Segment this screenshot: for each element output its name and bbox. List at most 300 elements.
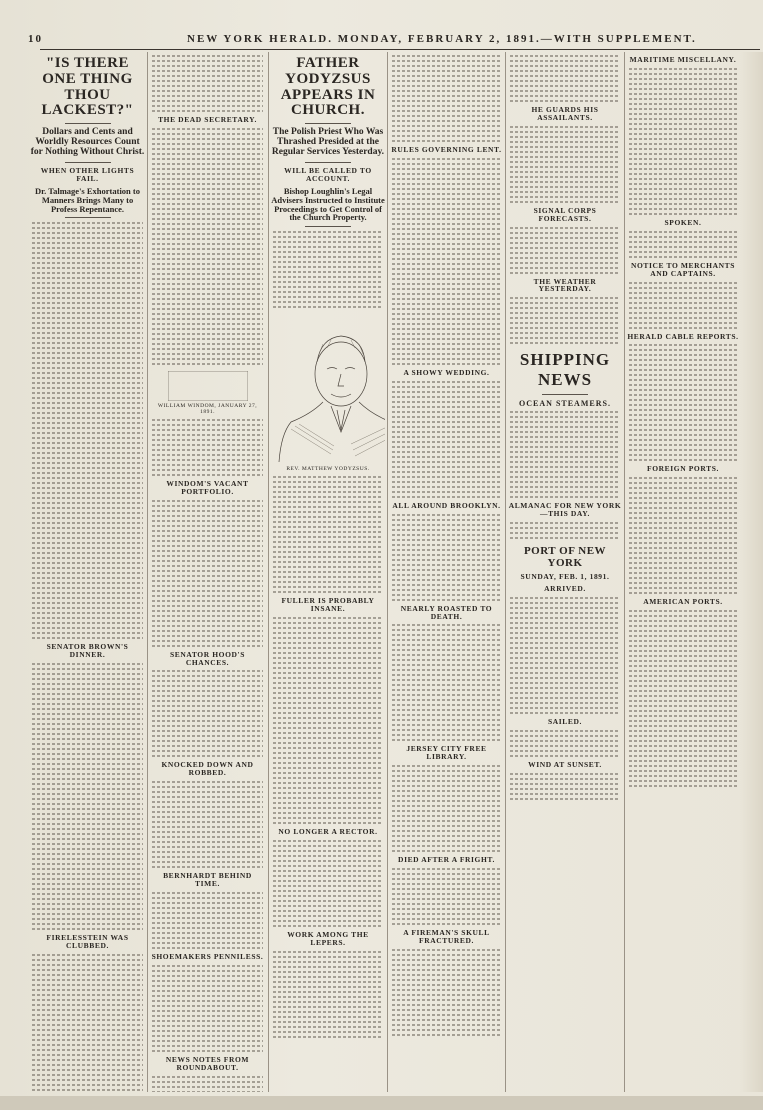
text-line bbox=[32, 547, 143, 549]
text-line bbox=[273, 632, 383, 634]
text-line bbox=[32, 984, 143, 986]
text-line bbox=[32, 994, 143, 996]
text-line bbox=[392, 674, 501, 676]
text-line bbox=[392, 496, 501, 498]
text-line bbox=[32, 858, 143, 860]
text-line bbox=[510, 322, 620, 324]
text-line bbox=[32, 382, 143, 384]
text-line bbox=[629, 389, 737, 391]
text-line bbox=[32, 878, 143, 880]
text-line bbox=[510, 426, 620, 428]
text-line bbox=[392, 248, 501, 250]
text-line bbox=[629, 537, 737, 539]
text-line bbox=[152, 298, 263, 300]
text-line bbox=[629, 542, 737, 544]
text-line bbox=[392, 263, 501, 265]
text-line bbox=[273, 571, 383, 573]
section-heading: SENATOR BROWN'S DINNER. bbox=[46, 642, 129, 660]
text-line bbox=[152, 866, 263, 868]
text-line bbox=[392, 634, 501, 636]
text-line bbox=[392, 481, 501, 483]
text-line bbox=[32, 277, 143, 279]
portrait-caption: WILLIAM WINDOM, JANUARY 27, 1891. bbox=[157, 402, 258, 415]
text-line bbox=[392, 278, 501, 280]
text-line bbox=[273, 817, 383, 819]
text-line bbox=[32, 1079, 143, 1081]
text-line bbox=[32, 272, 143, 274]
text-line bbox=[273, 697, 383, 699]
text-line bbox=[392, 1009, 501, 1011]
text-line bbox=[32, 247, 143, 249]
text-line bbox=[273, 591, 383, 593]
text-line bbox=[392, 135, 501, 137]
deck: The Polish Priest Who Was Thrashed Presided at the Regular Services Yesterday. bbox=[271, 127, 385, 157]
text-line bbox=[392, 594, 501, 596]
text-line bbox=[273, 692, 383, 694]
text-line bbox=[32, 1019, 143, 1021]
text-line bbox=[32, 237, 143, 239]
text-line bbox=[392, 599, 501, 601]
text-line bbox=[392, 815, 501, 817]
text-line bbox=[152, 90, 263, 92]
text-line bbox=[392, 923, 501, 925]
subhead: WHEN OTHER LIGHTS FAIL. bbox=[40, 165, 135, 183]
text-line bbox=[273, 870, 383, 872]
text-line bbox=[392, 519, 501, 521]
text-line bbox=[273, 476, 383, 478]
text-line bbox=[392, 223, 501, 225]
text-line bbox=[392, 898, 501, 900]
text-line bbox=[32, 954, 143, 956]
text-line bbox=[510, 242, 620, 244]
text-line bbox=[152, 228, 263, 230]
arrived-heading: ARRIVED. bbox=[544, 583, 586, 593]
text-line bbox=[392, 348, 501, 350]
text-line bbox=[629, 587, 737, 589]
text-line bbox=[392, 994, 501, 996]
text-line bbox=[152, 902, 263, 904]
text-line bbox=[152, 1020, 263, 1022]
text-line bbox=[152, 525, 263, 527]
text-line bbox=[152, 213, 263, 215]
text-line bbox=[510, 617, 620, 619]
text-line bbox=[510, 712, 620, 714]
text-line bbox=[32, 753, 143, 755]
text-line bbox=[273, 905, 383, 907]
text-line bbox=[32, 1054, 143, 1056]
text-line bbox=[629, 158, 737, 160]
text-line bbox=[629, 547, 737, 549]
text-line bbox=[32, 612, 143, 614]
text-line bbox=[273, 1016, 383, 1018]
text-line bbox=[629, 241, 737, 243]
text-line bbox=[629, 88, 737, 90]
text-line bbox=[32, 1039, 143, 1041]
text-line bbox=[152, 520, 263, 522]
text-line bbox=[152, 1030, 263, 1032]
text-line bbox=[510, 662, 620, 664]
text-line bbox=[273, 306, 383, 308]
text-line bbox=[152, 105, 263, 107]
text-line bbox=[392, 218, 501, 220]
text-line bbox=[273, 672, 383, 674]
text-line bbox=[510, 272, 620, 274]
text-line bbox=[152, 730, 263, 732]
text-line bbox=[629, 557, 737, 559]
text-line bbox=[392, 544, 501, 546]
section-heading: WORK AMONG THE LEPERS. bbox=[287, 929, 369, 947]
text-line bbox=[152, 740, 263, 742]
text-line bbox=[510, 793, 620, 795]
text-line bbox=[32, 928, 143, 930]
text-line bbox=[510, 332, 620, 334]
section-heading: FULLER IS PROBABLY INSANE. bbox=[281, 596, 375, 614]
text-line bbox=[392, 476, 501, 478]
text-line bbox=[32, 567, 143, 569]
text-line bbox=[152, 358, 263, 360]
text-line bbox=[510, 750, 620, 752]
text-line bbox=[273, 531, 383, 533]
text-line bbox=[32, 853, 143, 855]
text-line bbox=[32, 617, 143, 619]
text-line bbox=[629, 507, 737, 509]
text-line bbox=[32, 798, 143, 800]
text-line bbox=[152, 283, 263, 285]
text-line bbox=[392, 446, 501, 448]
text-line bbox=[32, 873, 143, 875]
divider bbox=[305, 123, 351, 124]
text-line bbox=[152, 263, 263, 265]
text-line bbox=[629, 78, 737, 80]
text-line bbox=[152, 965, 263, 967]
text-line bbox=[392, 288, 501, 290]
text-line bbox=[629, 522, 737, 524]
text-line bbox=[629, 188, 737, 190]
text-line bbox=[32, 307, 143, 309]
text-line bbox=[629, 424, 737, 426]
text-line bbox=[392, 90, 501, 92]
text-line bbox=[32, 302, 143, 304]
column-4 bbox=[390, 52, 503, 1092]
text-line bbox=[152, 826, 263, 828]
text-line bbox=[152, 153, 263, 155]
text-line bbox=[392, 569, 501, 571]
text-line bbox=[152, 545, 263, 547]
text-line bbox=[152, 645, 263, 647]
text-line bbox=[510, 302, 620, 304]
text-line bbox=[629, 710, 737, 712]
text-line bbox=[152, 705, 263, 707]
text-line bbox=[32, 693, 143, 695]
text-line bbox=[510, 798, 620, 800]
text-line bbox=[629, 745, 737, 747]
text-line bbox=[152, 540, 263, 542]
text-line bbox=[629, 138, 737, 140]
text-line bbox=[152, 60, 263, 62]
text-line bbox=[392, 534, 501, 536]
text-line bbox=[152, 293, 263, 295]
text-line bbox=[629, 287, 737, 289]
headline: "IS THERE ONE THING THOU LACKEST?" bbox=[41, 55, 134, 119]
text-line bbox=[152, 851, 263, 853]
text-line bbox=[392, 358, 501, 360]
section-heading: AMERICAN PORTS. bbox=[643, 597, 723, 607]
text-line bbox=[152, 550, 263, 552]
text-line bbox=[510, 735, 620, 737]
text-line bbox=[629, 750, 737, 752]
text-line bbox=[392, 679, 501, 681]
text-line bbox=[152, 510, 263, 512]
text-line bbox=[32, 497, 143, 499]
text-line bbox=[273, 291, 383, 293]
text-line bbox=[32, 843, 143, 845]
text-line bbox=[152, 188, 263, 190]
text-line bbox=[273, 1031, 383, 1033]
text-line bbox=[152, 625, 263, 627]
text-line bbox=[510, 788, 620, 790]
port-date: SUNDAY, FEB. 1, 1891. bbox=[520, 572, 610, 581]
text-line bbox=[273, 840, 383, 842]
divider bbox=[305, 162, 351, 163]
text-line bbox=[629, 98, 737, 100]
text-line bbox=[273, 541, 383, 543]
text-line bbox=[273, 256, 383, 258]
text-line bbox=[629, 409, 737, 411]
text-line bbox=[273, 271, 383, 273]
text-line bbox=[392, 770, 501, 772]
text-line bbox=[629, 755, 737, 757]
column-divider bbox=[147, 52, 148, 1092]
text-line bbox=[392, 689, 501, 691]
text-line bbox=[510, 622, 620, 624]
divider bbox=[542, 394, 588, 395]
text-line bbox=[392, 323, 501, 325]
text-line bbox=[392, 208, 501, 210]
text-line bbox=[510, 60, 620, 62]
text-line bbox=[273, 951, 383, 953]
text-line bbox=[273, 782, 383, 784]
text-line bbox=[629, 640, 737, 642]
text-line bbox=[273, 561, 383, 563]
text-line bbox=[32, 417, 143, 419]
text-line bbox=[392, 719, 501, 721]
text-line bbox=[629, 168, 737, 170]
text-line bbox=[392, 431, 501, 433]
text-line bbox=[629, 394, 737, 396]
text-line bbox=[152, 816, 263, 818]
text-line bbox=[629, 399, 737, 401]
section-heading: SENATOR HOOD'S CHANCES. bbox=[169, 649, 245, 667]
text-line bbox=[32, 557, 143, 559]
text-line bbox=[273, 966, 383, 968]
text-line bbox=[32, 989, 143, 991]
text-line bbox=[273, 925, 383, 927]
text-line bbox=[392, 238, 501, 240]
text-line bbox=[510, 141, 620, 143]
text-line bbox=[32, 838, 143, 840]
text-line bbox=[392, 878, 501, 880]
text-line bbox=[32, 517, 143, 519]
text-line bbox=[152, 500, 263, 502]
text-line bbox=[152, 927, 263, 929]
text-line bbox=[510, 740, 620, 742]
page-title: NEW YORK HERALD. MONDAY, FEBRUARY 2, 1891.—WITH SUPPLEMENT. bbox=[187, 33, 697, 45]
text-line bbox=[273, 956, 383, 958]
text-line bbox=[510, 100, 620, 102]
text-line bbox=[273, 576, 383, 578]
text-line bbox=[510, 411, 620, 413]
text-line bbox=[629, 785, 737, 787]
text-line bbox=[629, 675, 737, 677]
text-line bbox=[510, 496, 620, 498]
text-line bbox=[32, 287, 143, 289]
text-line bbox=[510, 181, 620, 183]
text-line bbox=[629, 444, 737, 446]
text-line bbox=[152, 464, 263, 466]
subdeck: Bishop Loughlin's Legal Advisers Instructed to Institute Proceedings to Get Control of the Church Property. bbox=[271, 185, 385, 223]
text-line bbox=[392, 639, 501, 641]
text-line bbox=[32, 723, 143, 725]
text-line bbox=[392, 401, 501, 403]
text-line bbox=[32, 487, 143, 489]
text-line bbox=[629, 183, 737, 185]
text-line bbox=[32, 622, 143, 624]
text-line bbox=[273, 1026, 383, 1028]
text-line bbox=[273, 717, 383, 719]
text-line bbox=[152, 995, 263, 997]
text-line bbox=[32, 607, 143, 609]
text-line bbox=[510, 247, 620, 249]
text-line bbox=[152, 821, 263, 823]
text-line bbox=[392, 213, 501, 215]
text-line bbox=[510, 647, 620, 649]
text-line bbox=[152, 338, 263, 340]
text-line bbox=[392, 293, 501, 295]
text-line bbox=[629, 645, 737, 647]
text-line bbox=[32, 1029, 143, 1031]
text-line bbox=[392, 724, 501, 726]
text-line bbox=[392, 466, 501, 468]
text-line bbox=[629, 577, 737, 579]
text-line bbox=[510, 191, 620, 193]
text-line bbox=[510, 171, 620, 173]
text-line bbox=[273, 915, 383, 917]
page-bottom-edge bbox=[0, 1096, 763, 1110]
text-line bbox=[152, 670, 263, 672]
text-line bbox=[629, 344, 737, 346]
text-line bbox=[32, 728, 143, 730]
text-line bbox=[152, 218, 263, 220]
text-line bbox=[392, 391, 501, 393]
text-line bbox=[510, 196, 620, 198]
text-line bbox=[152, 439, 263, 441]
text-line bbox=[32, 227, 143, 229]
text-line bbox=[273, 712, 383, 714]
text-line bbox=[392, 845, 501, 847]
text-line bbox=[392, 1019, 501, 1021]
text-line bbox=[152, 178, 263, 180]
text-line bbox=[273, 722, 383, 724]
text-line bbox=[629, 780, 737, 782]
text-line bbox=[273, 802, 383, 804]
text-line bbox=[392, 173, 501, 175]
text-line bbox=[629, 429, 737, 431]
text-line bbox=[273, 266, 383, 268]
text-line bbox=[273, 1011, 383, 1013]
text-line bbox=[392, 549, 501, 551]
text-line bbox=[510, 416, 620, 418]
text-line bbox=[152, 947, 263, 949]
text-line bbox=[273, 486, 383, 488]
text-line bbox=[392, 283, 501, 285]
text-line bbox=[510, 161, 620, 163]
text-line bbox=[392, 913, 501, 915]
text-line bbox=[629, 208, 737, 210]
text-line bbox=[510, 597, 620, 599]
text-line bbox=[32, 317, 143, 319]
text-line bbox=[152, 469, 263, 471]
text-line bbox=[273, 875, 383, 877]
text-line bbox=[510, 607, 620, 609]
text-line bbox=[152, 95, 263, 97]
text-line bbox=[273, 231, 383, 233]
text-line bbox=[32, 773, 143, 775]
text-line bbox=[32, 688, 143, 690]
text-line bbox=[32, 683, 143, 685]
text-line bbox=[32, 733, 143, 735]
text-line bbox=[273, 551, 383, 553]
text-line bbox=[152, 459, 263, 461]
text-line bbox=[392, 60, 501, 62]
text-line bbox=[32, 292, 143, 294]
text-line bbox=[32, 492, 143, 494]
section-heading: WINDOM'S VACANT PORTFOLIO. bbox=[166, 478, 249, 496]
text-line bbox=[152, 424, 263, 426]
text-line bbox=[392, 664, 501, 666]
text-line bbox=[392, 830, 501, 832]
text-line bbox=[32, 377, 143, 379]
text-line bbox=[152, 65, 263, 67]
wind-heading: WIND AT SUNSET. bbox=[528, 759, 602, 769]
text-line bbox=[392, 954, 501, 956]
text-line bbox=[32, 627, 143, 629]
text-line bbox=[32, 1004, 143, 1006]
text-line bbox=[152, 308, 263, 310]
text-line bbox=[629, 740, 737, 742]
text-line bbox=[32, 1014, 143, 1016]
text-line bbox=[629, 153, 737, 155]
text-line bbox=[152, 1040, 263, 1042]
text-line bbox=[152, 831, 263, 833]
text-line bbox=[273, 777, 383, 779]
text-line bbox=[152, 856, 263, 858]
text-line bbox=[32, 582, 143, 584]
text-line bbox=[392, 258, 501, 260]
text-line bbox=[629, 359, 737, 361]
text-line bbox=[273, 657, 383, 659]
section-heading: MARITIME MISCELLANY. bbox=[629, 55, 737, 64]
text-line bbox=[273, 996, 383, 998]
text-line bbox=[510, 446, 620, 448]
text-line bbox=[32, 678, 143, 680]
text-line bbox=[510, 682, 620, 684]
section-heading: DIED AFTER A FRIGHT. bbox=[398, 855, 495, 865]
section-heading: BERNHARDT BEHIND TIME. bbox=[163, 871, 252, 888]
text-line bbox=[32, 357, 143, 359]
text-line bbox=[32, 893, 143, 895]
text-line bbox=[152, 530, 263, 532]
text-line bbox=[510, 687, 620, 689]
